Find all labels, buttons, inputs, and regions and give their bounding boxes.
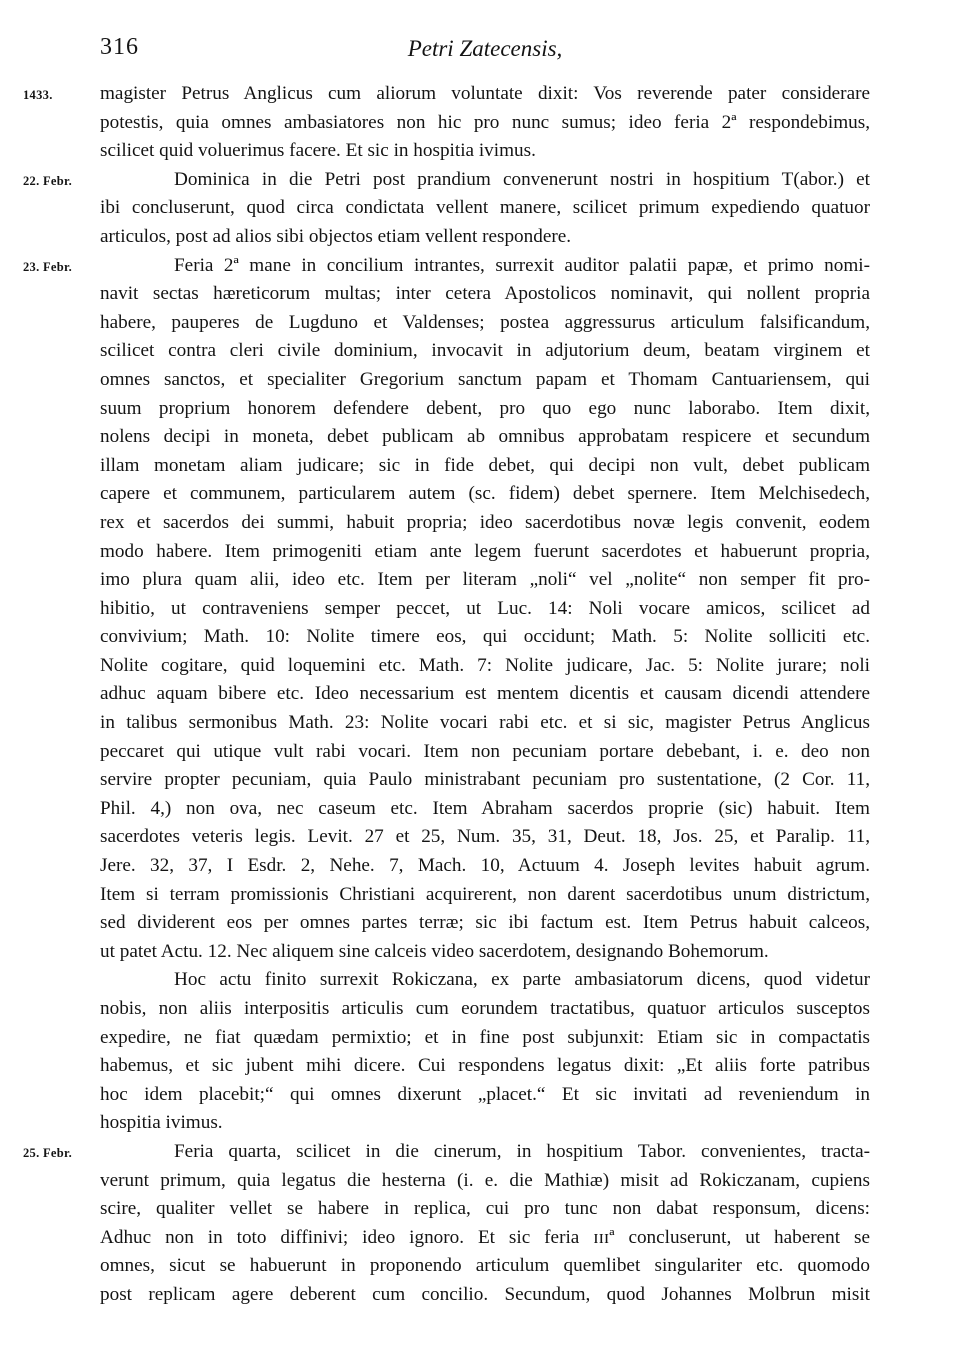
line-text: navit sectas hæreticorum multas; inter cetera Apostolicos nominavit, qui nollent propria — [100, 283, 870, 305]
text-line — [100, 452, 870, 481]
text-line — [100, 966, 870, 995]
line-text: scilicet quid voluerimus facere. Et sic in hospitia ivimus. — [100, 140, 536, 162]
text-line — [100, 1224, 870, 1253]
marginal-date-note: 1433. — [23, 88, 53, 102]
text-line — [100, 995, 870, 1024]
line-text: hibitio, ut contraveniens semper peccet, ut Luc. 14: Noli vocare amicos, scilicet ad — [100, 597, 870, 619]
line-text: in talibus sermonibus Math. 23: Nolite vocari rabi etc. et si sic, magister Petrus Anglicus — [100, 712, 870, 734]
page-number: 316 — [100, 34, 139, 60]
text-line — [100, 680, 870, 709]
line-text: modo habere. Item primogeniti etiam ante legem fuerunt sacerdotes et habuerunt propria, — [100, 540, 870, 562]
text-line — [100, 137, 870, 166]
text-line — [100, 366, 870, 395]
text-line — [100, 938, 870, 967]
line-text: verunt primum, quia legatus die hesterna (i. e. die Mathiæ) misit ad Rokiczanam, cupiens — [100, 1169, 870, 1191]
text-line — [100, 1195, 870, 1224]
line-text: hoc idem placebit;“ qui omnes dixerunt „placet.“ Et sic invitati ad reveniendum in — [100, 1083, 870, 1105]
line-text: articulos, post ad alios sibi objectos etiam vellent respondere. — [100, 225, 572, 247]
line-text: habere, pauperes de Lugduno et Valdenses; postea aggressurus articulum falsificandum, — [100, 311, 870, 333]
text-line — [100, 1109, 870, 1138]
line-text: Item si terram promissionis Christiani acquirerent, non darent sacerdotibus unum districtum, — [100, 883, 870, 905]
text-line — [100, 223, 870, 252]
line-text: Phil. 4,) non ova, nec caseum etc. Item Abraham sacerdos proprie (sic) habuit. Item — [100, 797, 870, 819]
line-text: nolens decipi in moneta, debet publicam ab omnibus approbatam respicere et secundum — [100, 426, 870, 448]
line-text: sed dividerent eos per omnes partes terræ; sic ibi factum est. Item Petrus habuit calceos, — [100, 912, 870, 934]
line-text: servire propter pecuniam, quia Paulo ministrabant pecuniam pro sustentatione, (2 Cor. 11, — [100, 769, 870, 791]
text-line — [100, 194, 870, 223]
text-line — [100, 595, 870, 624]
text-line — [100, 709, 870, 738]
line-text: suum proprium honorem defendere debent, pro quo ego nunc laborabo. Item dixit, — [100, 397, 870, 419]
line-text: Hoc actu finito surrexit Rokiczana, ex parte ambasiatorum dicens, quod videtur — [174, 969, 870, 991]
text-line — [100, 395, 870, 424]
text-line — [100, 652, 870, 681]
line-text: post replicam agere deberent cum concilio. Secundum, quod Johannes Molbrun misit — [100, 1283, 870, 1305]
text-line — [100, 1281, 870, 1310]
text-line — [100, 852, 870, 881]
line-text: Dominica in die Petri post prandium convenerunt nostri in hospitium T(abor.) et — [174, 168, 870, 190]
running-title: Petri Zatecensis, — [407, 36, 563, 61]
line-text: hospitia ivimus. — [100, 1112, 223, 1134]
line-text: expedire, ne fiat quædam permixtio; et in fine post subjunxit: Etiam sic in compactatis — [100, 1026, 870, 1048]
text-line — [23, 80, 870, 109]
line-text: rex et sacerdos dei summi, habuit propria; ideo sacerdotibus novæ legis convenit, eodem — [100, 511, 870, 533]
line-text: illam monetam aliam judicare; sic in fide debet, qui decipi non vult, debet publicam — [100, 454, 870, 476]
line-text: sacerdotes veteris legis. Levit. 27 et 25, Num. 35, 31, Deut. 18, Jos. 25, et Paralip. 11, — [100, 826, 870, 848]
text-line — [100, 738, 870, 767]
text-line — [100, 795, 870, 824]
text-line — [100, 480, 870, 509]
line-text: Adhuc non in toto diffinivi; ideo ignoro. Et sic feria ɪɪɪª concluserunt, ut haberent se — [100, 1226, 870, 1248]
text-line — [100, 423, 870, 452]
line-text: ibi concluserunt, quod circa condictata vellent manere, scilicet primum expediendo quatuor — [100, 197, 870, 219]
text-line — [100, 509, 870, 538]
marginal-date-note: 25. Febr. — [23, 1145, 73, 1160]
line-text: Nolite cogitare, quid loquemini etc. Math. 7: Nolite judicare, Jac. 5: Nolite jurare; noli — [100, 654, 870, 676]
line-text: adhuc aquam bibere etc. Ideo necessarium est mentem dicentis et causam dicendi attendere — [100, 683, 870, 705]
text-line — [23, 252, 870, 281]
line-text: Jere. 32, 37, I Esdr. 2, Nehe. 7, Mach. 10, Actuum 4. Joseph levites habuit agrum. — [100, 855, 870, 877]
text-line — [100, 1052, 870, 1081]
text-line — [100, 881, 870, 910]
line-text: Feria 2ª mane in concilium intrantes, surrexit auditor palatii papæ, et primo nomi- — [174, 254, 870, 276]
text-line — [100, 823, 870, 852]
line-text: ut patet Actu. 12. Nec aliquem sine calceis video sacerdotem, designando Bohemorum. — [100, 940, 769, 962]
text-line — [100, 1024, 870, 1053]
page-header — [100, 34, 870, 70]
text-line — [100, 1167, 870, 1196]
body-text — [23, 80, 870, 1310]
text-line — [100, 566, 870, 595]
line-text: scilicet contra cleri civile dominium, invocavit in adjutorium deum, beatam virginem et — [100, 340, 870, 362]
line-text: peccaret qui utique vult rabi vocari. Item non pecuniam portare debebant, i. e. deo non — [100, 740, 870, 762]
line-text: nobis, non aliis interpositis articulis cum eorundem tractatibus, quatuor articulos susceptos — [100, 998, 870, 1019]
text-line — [23, 166, 870, 195]
text-line — [100, 309, 870, 338]
text-line — [100, 109, 870, 138]
line-text: convivium; Math. 10: Nolite timere eos, qui occidunt; Math. 5: Nolite solliciti etc. — [100, 626, 870, 648]
marginal-date-note: 23. Febr. — [23, 259, 73, 274]
text-line — [23, 1138, 870, 1167]
line-text: Feria quarta, scilicet in die cinerum, in hospitium Tabor. convenientes, tracta- — [174, 1140, 870, 1162]
text-line — [100, 1252, 870, 1281]
text-line — [100, 280, 870, 309]
text-line — [100, 766, 870, 795]
text-line — [100, 909, 870, 938]
line-text: imo plura quam alii, ideo etc. Item per literam „noli“ vel „nolite“ non semper fit pro- — [100, 569, 870, 591]
text-line — [100, 623, 870, 652]
line-text: capere et communem, particularem autem (sc. fidem) debet spernere. Item Melchisedech, — [100, 483, 870, 505]
text-line — [100, 1081, 870, 1110]
line-text: scire, qualiter vellet se habere in replica, cui pro tunc non dabat responsum, dicens: — [100, 1198, 870, 1220]
text-line — [100, 538, 870, 567]
text-line — [100, 337, 870, 366]
line-text: omnes, sicut se habuerunt in proponendo articulum quemlibet singulariter etc. quomodo — [100, 1255, 870, 1277]
line-text: omnes sanctos, et specialiter Gregorium sanctum papam et Thomam Cantuariensem, qui — [100, 368, 870, 390]
line-text: habemus, et sic jubent mihi dicere. Cui respondens legatus dixit: „Et aliis forte patribus — [100, 1055, 870, 1077]
marginal-date-note: 22. Febr. — [23, 173, 73, 188]
line-text: magister Petrus Anglicus cum aliorum voluntate dixit: Vos reverende pater considerare — [100, 83, 870, 104]
line-text: potestis, quia omnes ambasiatores non hic pro nunc sumus; ideo feria 2ª respondebimus, — [100, 111, 870, 133]
